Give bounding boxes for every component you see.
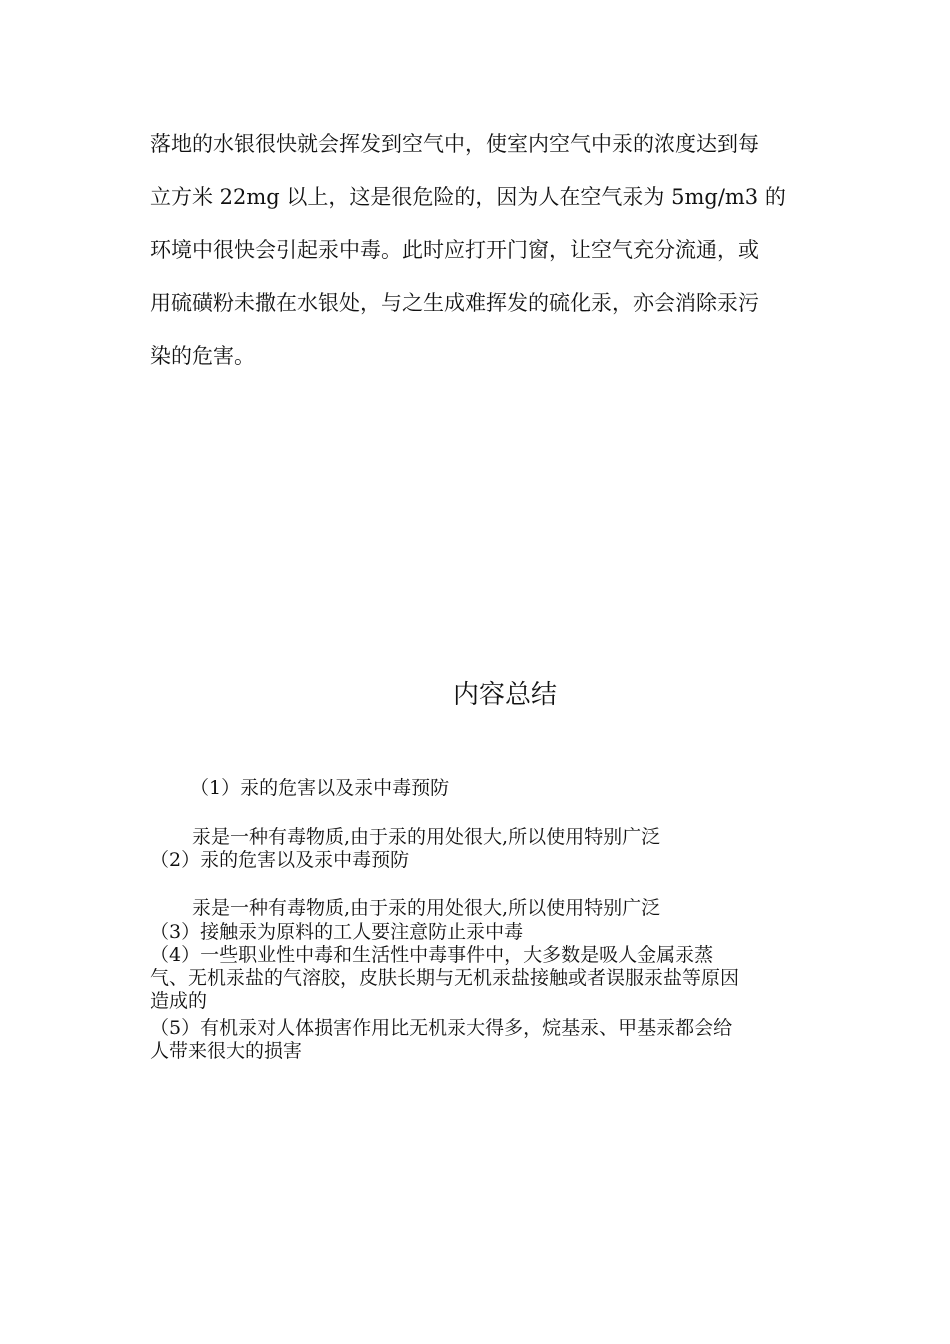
summary-item-3: （3）接触汞为原料的工人要注意防止汞中毒 — [150, 921, 524, 943]
intro-line: 环境中很快会引起汞中毒。此时应打开门窗，让空气充分流通，或 — [150, 238, 759, 262]
intro-line: 用硫磺粉未撒在水银处，与之生成难挥发的硫化汞，亦会消除汞污 — [150, 291, 759, 315]
summary-item-2-body: 汞是一种有毒物质,由于汞的用处很大,所以使用特别广泛 — [192, 897, 661, 919]
summary-item-5-line: （5）有机汞对人体损害作用比无机汞大得多，烷基汞、甲基汞都会给 — [150, 1017, 733, 1039]
intro-line: 落地的水银很快就会挥发到空气中，使室内空气中汞的浓度达到每 — [150, 132, 759, 156]
summary-item-1: （1）汞的危害以及汞中毒预防 — [190, 777, 450, 799]
summary-item-4-line: 气、无机汞盐的气溶胶，皮肤长期与无机汞盐接触或者误服汞盐等原因 — [150, 967, 740, 989]
summary-item-4-line: （4）一些职业性中毒和生活性中毒事件中，大多数是吸人金属汞蒸 — [150, 944, 714, 966]
intro-paragraph — [150, 118, 810, 383]
summary-item-5-line: 人带来很大的损害 — [150, 1040, 303, 1062]
intro-line: 染的危害。 — [150, 344, 255, 368]
summary-item-1-body: 汞是一种有毒物质,由于汞的用处很大,所以使用特别广泛 — [192, 826, 661, 848]
summary-item-2: （2）汞的危害以及汞中毒预防 — [150, 849, 410, 871]
intro-line: 立方米 22mg 以上，这是很危险的，因为人在空气汞为 5mg/m3 的 — [150, 185, 786, 209]
summary-item-4-line: 造成的 — [150, 990, 208, 1012]
summary-title: 内容总结 — [452, 680, 557, 710]
